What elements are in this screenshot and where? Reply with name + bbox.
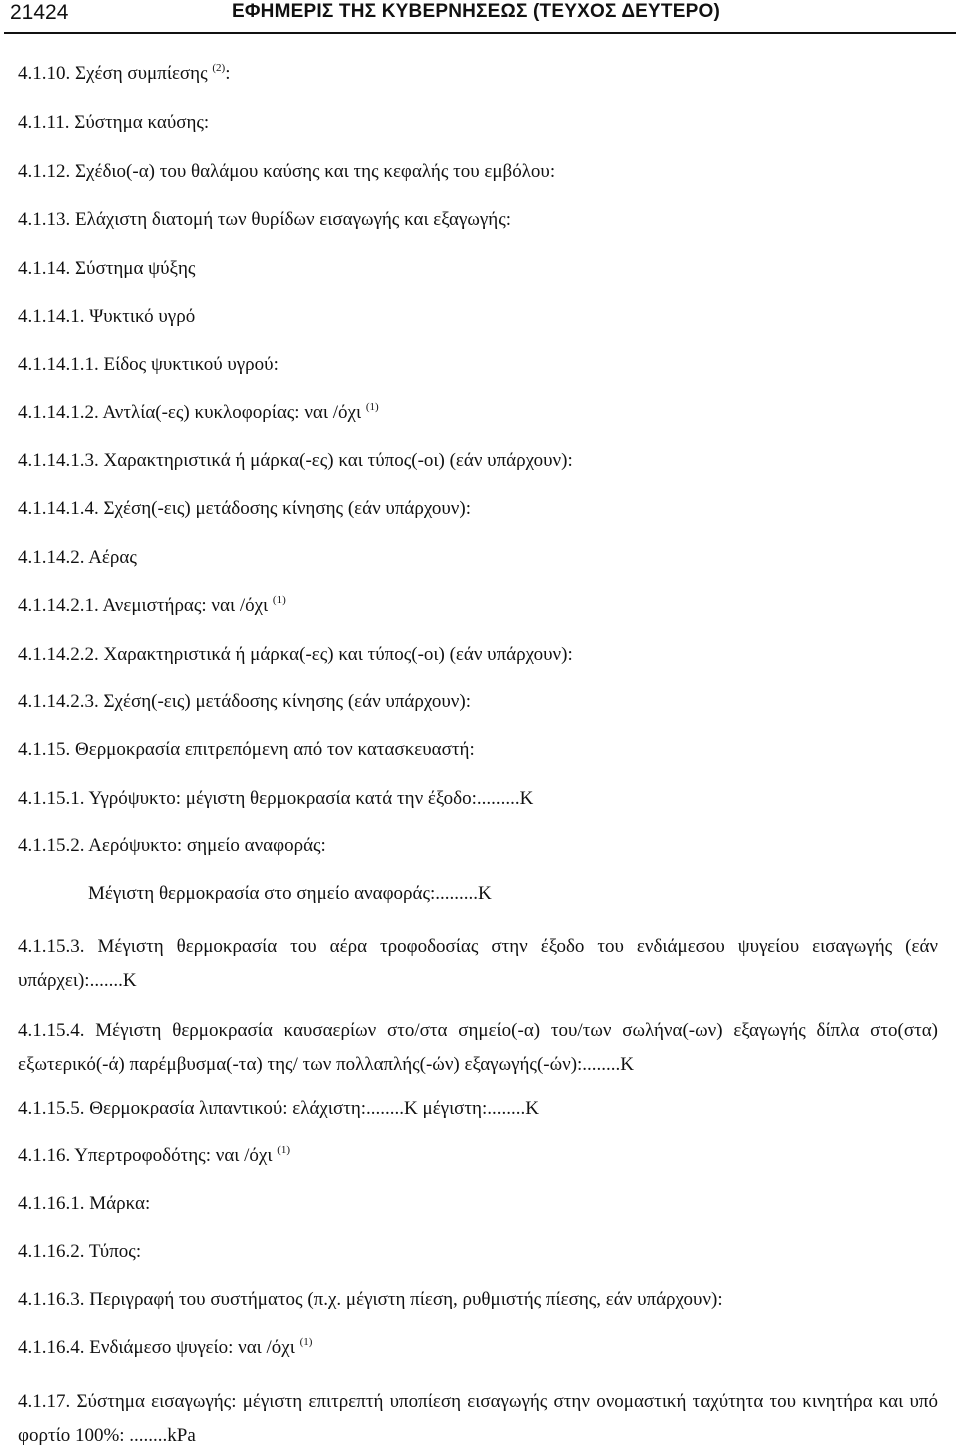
gazette-title: ΕΦΗΜΕΡΙΣ ΤΗΣ ΚΥΒΕΡΝΗΣΕΩΣ (ΤΕΥΧΟΣ ΔΕΥΤΕΡΟ) bbox=[232, 1, 720, 22]
item-4-1-14-1-2: 4.1.14.1.2. Αντλία(-ες) κυκλοφορίας: ναι /όχι $^{(1)}$ bbox=[18, 401, 379, 423]
item-4-1-14-1-1: 4.1.14.1.1. Είδος ψυκτικού υγρού: bbox=[18, 354, 279, 375]
item-4-1-15: 4.1.15. Θερμοκρασία επιτρεπόμενη από τον κατασκευαστή: bbox=[18, 739, 475, 760]
item-4-1-16: 4.1.16. Υπερτροφοδότης: ναι /όχι $^{(1)}$ bbox=[18, 1144, 291, 1166]
item-4-1-12: 4.1.12. Σχέδιο(-α) του θαλάμου καύσης και της κεφαλής του εμβόλου: bbox=[18, 161, 556, 182]
item-4-1-14: 4.1.14. Σύστημα ψύξης bbox=[18, 258, 196, 279]
item-4-1-15-3: 4.1.15.3. Μέγιστη θερμοκρασία του αέρα τροφοδοσίας στην έξοδο του ενδιάμεσου ψυγείου εισαγωγής (εάν υπάρχει):.......K bbox=[18, 936, 938, 991]
item-4-1-14-2-3: 4.1.14.2.3. Σχέση(-εις) μετάδοσης κίνησης (εάν υπάρχουν): bbox=[18, 691, 471, 712]
item-4-1-14-1-3: 4.1.14.1.3. Χαρακτηριστικά ή μάρκα(-ες) και τύπος(-οι) (εάν υπάρχουν): bbox=[18, 450, 573, 471]
item-4-1-14-2: 4.1.14.2. Αέρας bbox=[18, 547, 137, 568]
item-4-1-14-1-4: 4.1.14.1.4. Σχέση(-εις) μετάδοσης κίνησης (εάν υπάρχουν): bbox=[18, 498, 471, 519]
item-4-1-10: 4.1.10. Σχέση συμπίεσης $^{(2)}$: bbox=[18, 62, 231, 84]
item-4-1-14-2-2: 4.1.14.2.2. Χαρακτηριστικά ή μάρκα(-ες) και τύπος(-οι) (εάν υπάρχουν): bbox=[18, 644, 573, 665]
item-4-1-16-2: 4.1.16.2. Τύπος: bbox=[18, 1241, 142, 1262]
page-number: 21424 bbox=[10, 1, 69, 24]
item-4-1-15-4: 4.1.15.4. Μέγιστη θερμοκρασία καυσαερίων στο/στα σημείο(-α) του/των σωλήνα(-ων) εξαγωγής δίπλα στο(στα) εξωτερικό(-ά) παρέμβυσμα(-τα) της/ των πολλαπλής(-ών) εξαγωγής(-ών):........K bbox=[18, 1020, 938, 1075]
item-4-1-15-2: 4.1.15.2. Αερόψυκτο: σημείο αναφοράς: bbox=[18, 835, 326, 856]
item-4-1-15-5: 4.1.15.5. Θερμοκρασία λιπαντικού: ελάχιστη:........K μέγιστη:........K bbox=[18, 1098, 539, 1119]
item-4-1-13: 4.1.13. Ελάχιστη διατομή των θυρίδων εισαγωγής και εξαγωγής: bbox=[18, 209, 512, 230]
item-4-1-14-1: 4.1.14.1. Ψυκτικό υγρό bbox=[18, 306, 196, 327]
item-4-1-16-1: 4.1.16.1. Μάρκα: bbox=[18, 1193, 151, 1214]
item-4-1-16-3: 4.1.16.3. Περιγραφή του συστήματος (π.χ. μέγιστη πίεση, ρυθμιστής πίεσης, εάν υπάρχουν): bbox=[18, 1289, 723, 1310]
header-divider bbox=[4, 32, 956, 34]
item-4-1-11: 4.1.11. Σύστημα καύσης: bbox=[18, 112, 210, 133]
item-4-1-16-4: 4.1.16.4. Ενδιάμεσο ψυγείο: ναι /όχι $^{(1)}$ bbox=[18, 1336, 313, 1358]
item-4-1-17: 4.1.17. Σύστημα εισαγωγής: μέγιστη επιτρεπτή υποπίεση εισαγωγής στην ονομαστική ταχύτητα του κινητήρα και υπό φορτίο 100%: ........kPa bbox=[18, 1391, 938, 1446]
page-header bbox=[0, 0, 960, 32]
item-4-1-14-2-1: 4.1.14.2.1. Ανεμιστήρας: ναι /όχι $^{(1)}$ bbox=[18, 594, 286, 616]
item-4-1-15-1: 4.1.15.1. Υγρόψυκτο: μέγιστη θερμοκρασία κατά την έξοδο:.........K bbox=[18, 788, 534, 809]
item-4-1-15-2-detail: Μέγιστη θερμοκρασία στο σημείο αναφοράς:.........K bbox=[88, 883, 492, 904]
